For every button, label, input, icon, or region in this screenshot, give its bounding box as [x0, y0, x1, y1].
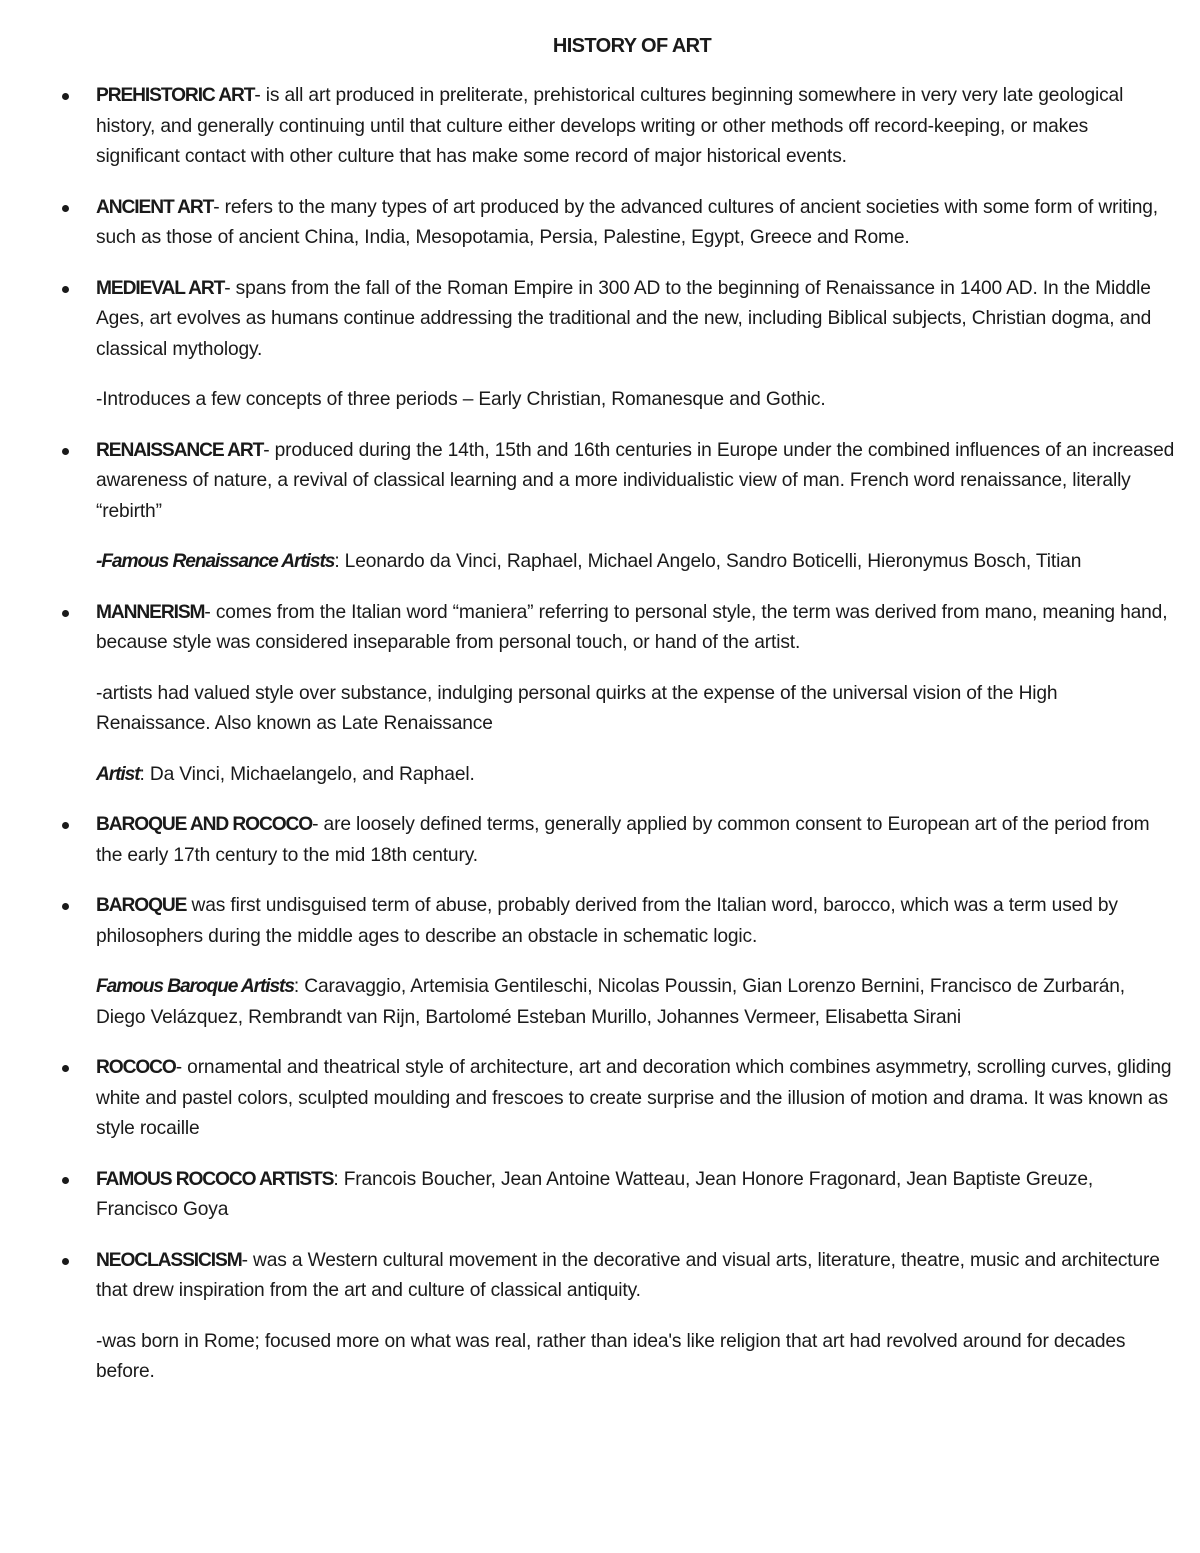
note-mannerism-artists [0, 760, 1200, 791]
list-baroque-artists: : Caravaggio, Artemisia Gentileschi, Nicolas Poussin, Gian Lorenzo Bernini, Francisco de Zurbarán, Diego Velázquez, Rembrandt van Rijn, Bartolomé Esteban Murillo, Johannes Vermeer, Elisabetta Sirani [96, 976, 1125, 1028]
term-baroque: BAROQUE [96, 895, 187, 916]
bullet-icon [62, 205, 69, 212]
definition-neoclassicism: - was a Western cultural movement in the decorative and visual arts, literature, theatre, music and architecture that drew inspiration from the art and culture of classical antiquity. [96, 1249, 1160, 1301]
definition-renaissance-art: - produced during the 14th, 15th and 16th centuries in Europe under the combined influences of an increased awareness of nature, a revival of classical learning and a more individualistic view of man. French word renaissance, literally “rebirth” [96, 439, 1175, 522]
definition-medieval-art: - spans from the fall of the Roman Empire in 300 AD to the beginning of Renaissance in 1400 AD. In the Middle Ages, art evolves as humans continue addressing the traditional and the new, including Biblical subjects, Christian dogma, and classical mythology. [96, 277, 1152, 360]
definition-ancient-art: - refers to the many types of art produced by the advanced cultures of ancient societies with some form of writing, such as those of ancient China, India, Mesopotamia, Persia, Palestine, Egypt, Greece and Rome. [96, 196, 1158, 248]
list-item-ancient-art [0, 193, 1200, 254]
label-famous-renaissance-artists: -Famous Renaissance Artists [96, 551, 335, 572]
label-famous-baroque-artists: Famous Baroque Artists [96, 976, 294, 997]
bullet-icon [62, 93, 69, 100]
note-mannerism-style: -artists had valued style over substance, indulging personal quirks at the expense of the universal vision of the High Renaissance. Also known as Late Renaissance [96, 682, 1058, 734]
bullet-icon [62, 1065, 69, 1072]
list-item-baroque [0, 891, 1200, 952]
bullet-icon [62, 448, 69, 455]
entry-list [0, 81, 1200, 1408]
bullet-icon [62, 1177, 69, 1184]
list-item-mannerism [0, 598, 1200, 659]
definition-prehistoric-art: - is all art produced in preliterate, prehistorical cultures beginning somewhere in very very late geological history, and generally continuing until that culture either develops writing or other methods off record-keeping, or makes significant contact with other culture that has make some record of major historical events. [96, 85, 1124, 167]
definition-baroque-and-rococo: - are loosely defined terms, generally applied by common consent to European art of the period from the early 17th century to the mid 18th century. [96, 814, 1150, 866]
term-renaissance-art: RENAISSANCE ART [96, 439, 264, 461]
term-rococo: ROCOCO [96, 1057, 176, 1078]
list-renaissance-artists: : Leonardo da Vinci, Raphael, Michael Angelo, Sandro Boticelli, Hieronymus Bosch, Titian [334, 551, 1082, 572]
bullet-icon [62, 822, 69, 829]
term-mannerism: MANNERISM [96, 601, 205, 623]
note-neoclassicism-origin: -was born in Rome; focused more on what was real, rather than idea's like religion that art had revolved around for decades before. [96, 1330, 1126, 1382]
note-medieval-periods: -Introduces a few concepts of three periods – Early Christian, Romanesque and Gothic. [96, 389, 826, 410]
label-mannerism-artist: Artist [96, 763, 140, 785]
page-title: HISTORY OF ART [552, 35, 712, 57]
list-item-baroque-and-rococo [0, 810, 1200, 871]
list-item-famous-rococo-artists [0, 1165, 1200, 1226]
note-renaissance-artists [0, 547, 1200, 578]
definition-rococo: - ornamental and theatrical style of architecture, art and decoration which combines asymmetry, scrolling curves, gliding white and pastel colors, sculpted moulding and frescoes to create surprise and the illusion of motion and drama. It was known as style rocaille [96, 1057, 1172, 1139]
note-baroque-artists [0, 972, 1200, 1033]
definition-mannerism: - comes from the Italian word “maniera” referring to personal style, the term was derived from mano, meaning hand, because style was considered inseparable from personal touch, or hand of the artist. [96, 601, 1168, 653]
term-baroque-and-rococo: BAROQUE AND ROCOCO [96, 814, 313, 835]
bullet-icon [62, 610, 69, 617]
list-item-rococo [0, 1053, 1200, 1145]
term-prehistoric-art: PREHISTORIC ART [96, 85, 255, 106]
list-rococo-artists: : Francois Boucher, Jean Antoine Watteau, Jean Honore Fragonard, Jean Baptiste Greuze, Francisco Goya [96, 1168, 1094, 1220]
list-item-prehistoric-art [0, 81, 1200, 173]
list-item-renaissance-art [0, 436, 1200, 528]
term-famous-rococo-artists: FAMOUS ROCOCO ARTISTS [96, 1168, 334, 1190]
list-item-medieval-art [0, 274, 1200, 366]
bullet-icon [62, 903, 69, 910]
list-mannerism-artists: : Da Vinci, Michaelangelo, and Raphael. [139, 763, 475, 785]
term-ancient-art: ANCIENT ART [96, 196, 214, 218]
definition-baroque: was first undisguised term of abuse, probably derived from the Italian word, barocco, which was a term used by philosophers during the middle ages to describe an obstacle in schematic logic. [96, 895, 1118, 947]
term-medieval-art: MEDIEVAL ART [96, 277, 225, 299]
list-item-neoclassicism [0, 1246, 1200, 1307]
term-neoclassicism: NEOCLASSICISM [96, 1249, 242, 1271]
bullet-icon [62, 1258, 69, 1265]
bullet-icon [62, 286, 69, 293]
